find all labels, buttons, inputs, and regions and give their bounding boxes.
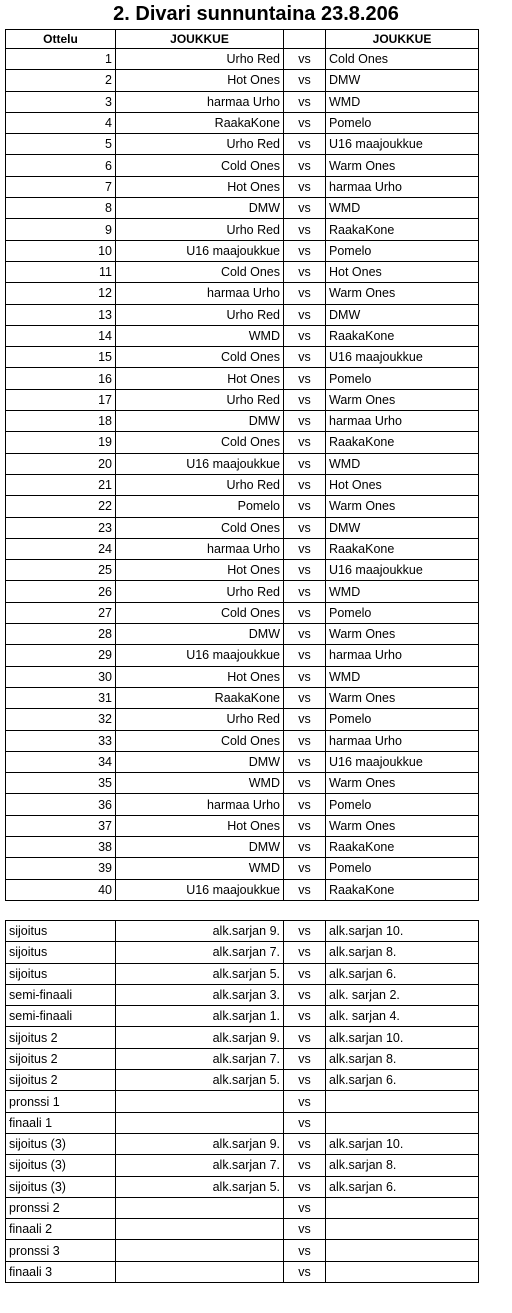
away-seed — [326, 1112, 479, 1133]
vs-label: vs — [284, 1006, 326, 1027]
match-number: 12 — [6, 283, 116, 304]
round-label: pronssi 1 — [6, 1091, 116, 1112]
vs-label: vs — [284, 432, 326, 453]
match-number: 7 — [6, 176, 116, 197]
table-row — [6, 453, 479, 474]
away-team: Cold Ones — [326, 49, 479, 70]
away-team: Pomelo — [326, 858, 479, 879]
header-team1: JOUKKUE — [116, 30, 284, 49]
home-seed: alk.sarjan 9. — [116, 1027, 284, 1048]
home-team: Cold Ones — [116, 730, 284, 751]
table-row — [6, 1048, 479, 1069]
away-team: WMD — [326, 581, 479, 602]
vs-label: vs — [284, 1219, 326, 1240]
table-row — [6, 368, 479, 389]
table-row — [6, 304, 479, 325]
vs-label: vs — [284, 49, 326, 70]
match-number: 1 — [6, 49, 116, 70]
vs-label: vs — [284, 1176, 326, 1197]
table-row — [6, 581, 479, 602]
match-number: 8 — [6, 198, 116, 219]
table-row — [6, 709, 479, 730]
vs-label: vs — [284, 858, 326, 879]
away-team: WMD — [326, 198, 479, 219]
match-number: 23 — [6, 517, 116, 538]
vs-label: vs — [284, 155, 326, 176]
home-team: Hot Ones — [116, 176, 284, 197]
round-label: sijoitus — [6, 942, 116, 963]
home-team: Urho Red — [116, 474, 284, 495]
home-team: Cold Ones — [116, 261, 284, 282]
match-number: 38 — [6, 836, 116, 857]
home-team: Cold Ones — [116, 347, 284, 368]
table-row — [6, 560, 479, 581]
table-row — [6, 1197, 479, 1218]
home-team: Urho Red — [116, 709, 284, 730]
away-team: harmaa Urho — [326, 730, 479, 751]
away-team: Warm Ones — [326, 389, 479, 410]
match-number: 22 — [6, 496, 116, 517]
away-seed: alk.sarjan 6. — [326, 963, 479, 984]
home-team: Hot Ones — [116, 70, 284, 91]
vs-label: vs — [284, 560, 326, 581]
table-row — [6, 1112, 479, 1133]
home-seed: alk.sarjan 5. — [116, 1176, 284, 1197]
vs-label: vs — [284, 453, 326, 474]
header-team2: JOUKKUE — [326, 30, 479, 49]
home-team: Urho Red — [116, 581, 284, 602]
vs-label: vs — [284, 942, 326, 963]
table-row — [6, 1261, 479, 1282]
vs-label: vs — [284, 1048, 326, 1069]
away-team: Pomelo — [326, 112, 479, 133]
header-row — [6, 30, 479, 49]
home-seed: alk.sarjan 3. — [116, 984, 284, 1005]
away-team: Warm Ones — [326, 773, 479, 794]
home-team: harmaa Urho — [116, 283, 284, 304]
match-number: 17 — [6, 389, 116, 410]
vs-label: vs — [284, 687, 326, 708]
home-seed: alk.sarjan 5. — [116, 963, 284, 984]
vs-label: vs — [284, 794, 326, 815]
away-team: DMW — [326, 517, 479, 538]
away-seed: alk.sarjan 10. — [326, 921, 479, 942]
round-label: sijoitus (3) — [6, 1155, 116, 1176]
vs-label: vs — [284, 474, 326, 495]
match-number: 4 — [6, 112, 116, 133]
home-team: harmaa Urho — [116, 538, 284, 559]
vs-label: vs — [284, 112, 326, 133]
round-label: sijoitus 2 — [6, 1070, 116, 1091]
round-label: sijoitus 2 — [6, 1027, 116, 1048]
home-team: Urho Red — [116, 219, 284, 240]
away-seed: alk. sarjan 2. — [326, 984, 479, 1005]
vs-label: vs — [284, 581, 326, 602]
table-row — [6, 496, 479, 517]
home-seed — [116, 1091, 284, 1112]
match-number: 5 — [6, 134, 116, 155]
away-team: RaakaKone — [326, 879, 479, 900]
table-row — [6, 517, 479, 538]
table-row — [6, 963, 479, 984]
home-seed — [116, 1112, 284, 1133]
match-number: 24 — [6, 538, 116, 559]
home-team: RaakaKone — [116, 687, 284, 708]
table-row — [6, 984, 479, 1005]
match-number: 16 — [6, 368, 116, 389]
away-team: Warm Ones — [326, 624, 479, 645]
vs-label: vs — [284, 1027, 326, 1048]
home-team: Cold Ones — [116, 602, 284, 623]
home-team: Cold Ones — [116, 432, 284, 453]
table-row — [6, 602, 479, 623]
home-team: U16 maajoukkue — [116, 645, 284, 666]
home-team: harmaa Urho — [116, 91, 284, 112]
vs-label: vs — [284, 730, 326, 751]
home-team: Hot Ones — [116, 815, 284, 836]
match-number: 13 — [6, 304, 116, 325]
round-label: sijoitus (3) — [6, 1176, 116, 1197]
home-seed — [116, 1240, 284, 1261]
table-row — [6, 1006, 479, 1027]
table-row — [6, 730, 479, 751]
home-team: DMW — [116, 751, 284, 772]
home-team: harmaa Urho — [116, 794, 284, 815]
match-schedule-table — [5, 29, 479, 901]
round-label: sijoitus (3) — [6, 1133, 116, 1154]
match-number: 31 — [6, 687, 116, 708]
home-seed: alk.sarjan 5. — [116, 1070, 284, 1091]
home-team: DMW — [116, 836, 284, 857]
match-number: 33 — [6, 730, 116, 751]
match-number: 39 — [6, 858, 116, 879]
vs-label: vs — [284, 517, 326, 538]
home-seed: alk.sarjan 7. — [116, 1048, 284, 1069]
away-seed: alk.sarjan 8. — [326, 1048, 479, 1069]
match-number: 27 — [6, 602, 116, 623]
vs-label: vs — [284, 347, 326, 368]
table-row — [6, 240, 479, 261]
round-label: pronssi 3 — [6, 1240, 116, 1261]
vs-label: vs — [284, 1155, 326, 1176]
header-match: Ottelu — [6, 30, 116, 49]
away-team: Hot Ones — [326, 261, 479, 282]
table-row — [6, 879, 479, 900]
home-seed: alk.sarjan 7. — [116, 942, 284, 963]
home-team: U16 maajoukkue — [116, 453, 284, 474]
table-row — [6, 645, 479, 666]
table-row — [6, 283, 479, 304]
table-row — [6, 219, 479, 240]
vs-label: vs — [284, 773, 326, 794]
away-team: WMD — [326, 666, 479, 687]
vs-label: vs — [284, 645, 326, 666]
round-label: finaali 3 — [6, 1261, 116, 1282]
vs-label: vs — [284, 411, 326, 432]
home-team: U16 maajoukkue — [116, 240, 284, 261]
header-vs — [284, 30, 326, 49]
match-number: 35 — [6, 773, 116, 794]
table-row — [6, 389, 479, 410]
away-team: RaakaKone — [326, 325, 479, 346]
home-team: U16 maajoukkue — [116, 879, 284, 900]
table-row — [6, 773, 479, 794]
away-team: harmaa Urho — [326, 411, 479, 432]
home-team: DMW — [116, 198, 284, 219]
home-seed — [116, 1219, 284, 1240]
away-seed — [326, 1261, 479, 1282]
table-row — [6, 666, 479, 687]
home-team: DMW — [116, 624, 284, 645]
away-team: RaakaKone — [326, 538, 479, 559]
table-row — [6, 91, 479, 112]
home-team: RaakaKone — [116, 112, 284, 133]
away-team: Pomelo — [326, 709, 479, 730]
away-seed: alk.sarjan 10. — [326, 1133, 479, 1154]
vs-label: vs — [284, 836, 326, 857]
vs-label: vs — [284, 1240, 326, 1261]
away-team: U16 maajoukkue — [326, 134, 479, 155]
away-seed: alk.sarjan 6. — [326, 1070, 479, 1091]
home-seed: alk.sarjan 7. — [116, 1155, 284, 1176]
vs-label: vs — [284, 921, 326, 942]
match-number: 29 — [6, 645, 116, 666]
away-team: Pomelo — [326, 794, 479, 815]
table-row — [6, 1240, 479, 1261]
vs-label: vs — [284, 368, 326, 389]
away-team: WMD — [326, 453, 479, 474]
table-row — [6, 1219, 479, 1240]
vs-label: vs — [284, 325, 326, 346]
away-team: U16 maajoukkue — [326, 347, 479, 368]
match-number: 28 — [6, 624, 116, 645]
away-seed — [326, 1240, 479, 1261]
match-number: 40 — [6, 879, 116, 900]
home-team: Cold Ones — [116, 517, 284, 538]
round-label: finaali 1 — [6, 1112, 116, 1133]
vs-label: vs — [284, 240, 326, 261]
table-row — [6, 155, 479, 176]
home-team: DMW — [116, 411, 284, 432]
away-seed: alk.sarjan 8. — [326, 942, 479, 963]
table-row — [6, 942, 479, 963]
home-seed: alk.sarjan 1. — [116, 1006, 284, 1027]
vs-label: vs — [284, 219, 326, 240]
away-seed: alk.sarjan 6. — [326, 1176, 479, 1197]
match-number: 34 — [6, 751, 116, 772]
home-team: WMD — [116, 325, 284, 346]
round-label: pronssi 2 — [6, 1197, 116, 1218]
match-number: 14 — [6, 325, 116, 346]
away-team: RaakaKone — [326, 219, 479, 240]
vs-label: vs — [284, 389, 326, 410]
table-row — [6, 858, 479, 879]
match-number: 3 — [6, 91, 116, 112]
table-row — [6, 921, 479, 942]
vs-label: vs — [284, 963, 326, 984]
home-team: Pomelo — [116, 496, 284, 517]
home-seed: alk.sarjan 9. — [116, 1133, 284, 1154]
away-team: Warm Ones — [326, 283, 479, 304]
round-label: sijoitus — [6, 921, 116, 942]
table-row — [6, 176, 479, 197]
away-seed — [326, 1091, 479, 1112]
document-title: 2. Divari sunnuntaina 23.8.206 — [113, 3, 399, 25]
table-row — [6, 261, 479, 282]
vs-label: vs — [284, 624, 326, 645]
table-row — [6, 325, 479, 346]
away-team: WMD — [326, 91, 479, 112]
table-row — [6, 751, 479, 772]
table-row — [6, 411, 479, 432]
home-team: WMD — [116, 773, 284, 794]
home-team: Urho Red — [116, 49, 284, 70]
vs-label: vs — [284, 70, 326, 91]
table-row — [6, 1133, 479, 1154]
table-row — [6, 1027, 479, 1048]
away-seed: alk.sarjan 8. — [326, 1155, 479, 1176]
away-team: Pomelo — [326, 602, 479, 623]
vs-label: vs — [284, 91, 326, 112]
table-row — [6, 432, 479, 453]
vs-label: vs — [284, 815, 326, 836]
table-row — [6, 687, 479, 708]
match-number: 37 — [6, 815, 116, 836]
table-row — [6, 347, 479, 368]
match-number: 25 — [6, 560, 116, 581]
table-row — [6, 134, 479, 155]
away-team: Pomelo — [326, 368, 479, 389]
round-label: sijoitus — [6, 963, 116, 984]
table-row — [6, 70, 479, 91]
home-seed: alk.sarjan 9. — [116, 921, 284, 942]
match-number: 10 — [6, 240, 116, 261]
vs-label: vs — [284, 602, 326, 623]
match-number: 11 — [6, 261, 116, 282]
vs-label: vs — [284, 134, 326, 155]
vs-label: vs — [284, 538, 326, 559]
home-seed — [116, 1197, 284, 1218]
table-row — [6, 815, 479, 836]
round-label: semi-finaali — [6, 984, 116, 1005]
table-row — [6, 1176, 479, 1197]
vs-label: vs — [284, 666, 326, 687]
away-seed: alk. sarjan 4. — [326, 1006, 479, 1027]
vs-label: vs — [284, 176, 326, 197]
vs-label: vs — [284, 1091, 326, 1112]
table-row — [6, 198, 479, 219]
vs-label: vs — [284, 1133, 326, 1154]
away-team: RaakaKone — [326, 836, 479, 857]
away-seed: alk.sarjan 10. — [326, 1027, 479, 1048]
home-team: Hot Ones — [116, 368, 284, 389]
vs-label: vs — [284, 709, 326, 730]
away-team: U16 maajoukkue — [326, 560, 479, 581]
away-seed — [326, 1219, 479, 1240]
home-team: Urho Red — [116, 304, 284, 325]
away-team: Warm Ones — [326, 687, 479, 708]
table-row — [6, 624, 479, 645]
away-team: harmaa Urho — [326, 645, 479, 666]
vs-label: vs — [284, 198, 326, 219]
table-row — [6, 1091, 479, 1112]
home-team: Hot Ones — [116, 666, 284, 687]
vs-label: vs — [284, 879, 326, 900]
table-row — [6, 538, 479, 559]
home-seed — [116, 1261, 284, 1282]
vs-label: vs — [284, 1112, 326, 1133]
away-team: Warm Ones — [326, 496, 479, 517]
away-team: RaakaKone — [326, 432, 479, 453]
away-team: Warm Ones — [326, 155, 479, 176]
table-row — [6, 794, 479, 815]
match-number: 18 — [6, 411, 116, 432]
away-seed — [326, 1197, 479, 1218]
vs-label: vs — [284, 984, 326, 1005]
match-number: 2 — [6, 70, 116, 91]
match-number: 26 — [6, 581, 116, 602]
match-number: 19 — [6, 432, 116, 453]
round-label: finaali 2 — [6, 1219, 116, 1240]
round-label: sijoitus 2 — [6, 1048, 116, 1069]
placement-table — [5, 920, 479, 1283]
table-row — [6, 49, 479, 70]
vs-label: vs — [284, 1070, 326, 1091]
home-team: Urho Red — [116, 389, 284, 410]
round-label: semi-finaali — [6, 1006, 116, 1027]
match-number: 30 — [6, 666, 116, 687]
away-team: Warm Ones — [326, 815, 479, 836]
table-row — [6, 1070, 479, 1091]
away-team: DMW — [326, 304, 479, 325]
home-team: Hot Ones — [116, 560, 284, 581]
vs-label: vs — [284, 283, 326, 304]
match-number: 15 — [6, 347, 116, 368]
vs-label: vs — [284, 1261, 326, 1282]
away-team: Hot Ones — [326, 474, 479, 495]
away-team: Pomelo — [326, 240, 479, 261]
vs-label: vs — [284, 496, 326, 517]
match-number: 9 — [6, 219, 116, 240]
table-row — [6, 1155, 479, 1176]
match-number: 32 — [6, 709, 116, 730]
match-number: 6 — [6, 155, 116, 176]
match-number: 20 — [6, 453, 116, 474]
home-team: Urho Red — [116, 134, 284, 155]
away-team: DMW — [326, 70, 479, 91]
match-number: 21 — [6, 474, 116, 495]
table-row — [6, 474, 479, 495]
vs-label: vs — [284, 751, 326, 772]
vs-label: vs — [284, 304, 326, 325]
away-team: harmaa Urho — [326, 176, 479, 197]
vs-label: vs — [284, 1197, 326, 1218]
away-team: U16 maajoukkue — [326, 751, 479, 772]
vs-label: vs — [284, 261, 326, 282]
table-row — [6, 836, 479, 857]
match-number: 36 — [6, 794, 116, 815]
home-team: Cold Ones — [116, 155, 284, 176]
table-row — [6, 112, 479, 133]
home-team: WMD — [116, 858, 284, 879]
